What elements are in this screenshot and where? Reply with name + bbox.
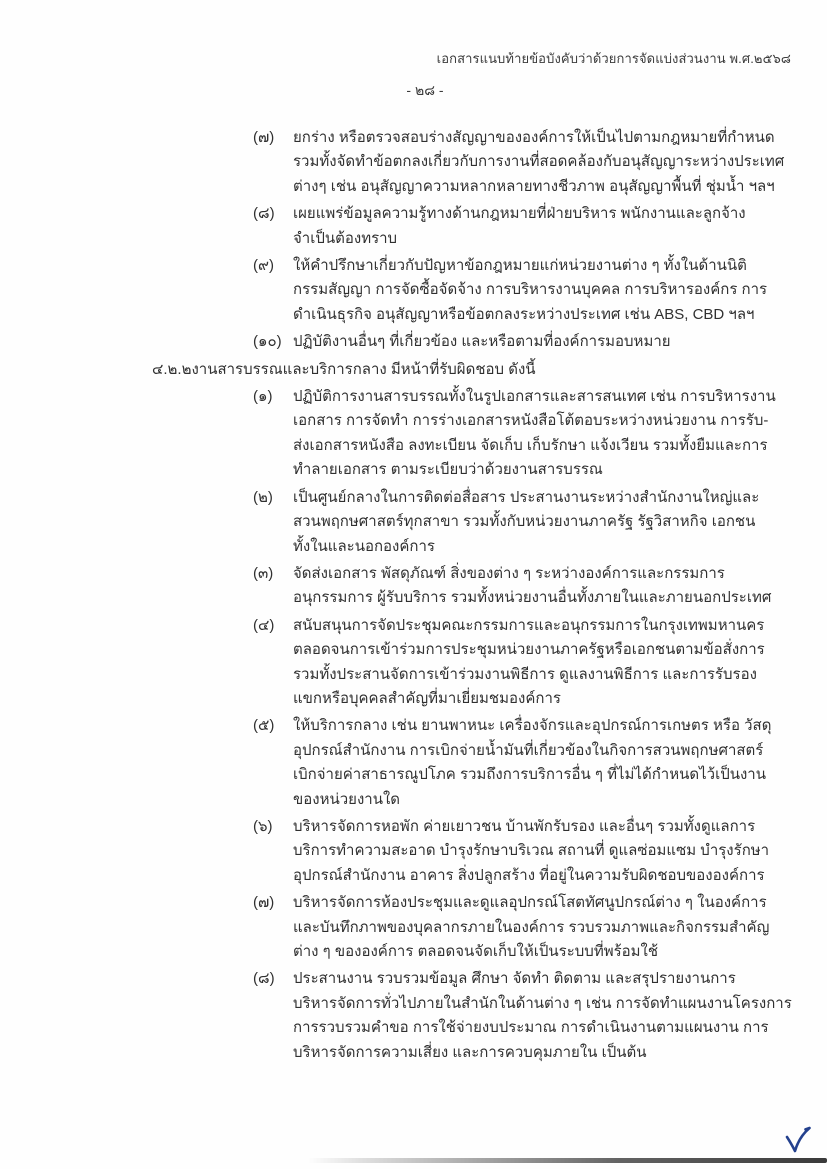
text-line: จัดส่งเอกสาร พัสดุภัณฑ์ สิ่งของต่าง ๆ ระหว่างองค์การและกรรมการ [293,564,725,582]
list-item [253,714,775,812]
text-line: ปฏิบัติการงานสารบรรณทั้งในรูปเอกสารและสารสนเทศ เช่น การบริหารงาน [293,388,776,406]
text-line: อุปกรณ์สำนักงาน อาคาร สิ่งปลูกสร้าง ที่อยู่ในความรับผิดชอบขององค์การ [293,866,765,884]
item-number: (๒) [253,488,273,506]
item-text [293,815,775,888]
text-line: เผยแพร่ข้อมูลความรู้ทางด้านกฎหมายที่ฝ่ายบริหาร พนักงานและลูกจ้าง [293,205,746,223]
checkmark-annotation-icon [783,1124,815,1156]
text-line: ให้คำปรึกษาเกี่ยวกับปัญหาข้อกฎหมายแก่หน่วยงานต่าง ๆ ทั้งในด้านนิติ [293,257,747,275]
text-line: ทั้งในและนอกองค์การ [293,537,435,555]
text-line: ต่าง ๆ ขององค์การ ตลอดจนจัดเก็บให้เป็นระบบที่พร้อมใช้ [293,943,659,960]
section-heading: ๔.๒.๒งานสารบรรณและบริการกลาง มีหน้าที่รับผิดชอบ ดังนี้ [152,360,536,378]
text-line: บริการทำความสะอาด บำรุงรักษาบริเวณ สถานที่ ดูแลซ่อมแซม บำรุงรักษา [293,842,770,860]
item-number: (๗) [253,129,275,146]
item-number: (๔) [253,616,275,634]
item-text [293,385,776,483]
list-item [253,486,775,559]
text-line: สนับสนุนการจัดประชุมคณะกรรมการและอนุกรรมการในกรุงเทพมหานคร [293,616,765,634]
text-line: บริหารจัดการความเสี่ยง และการควบคุมภายใน เป็นต้น [293,1043,647,1061]
item-text [293,486,775,559]
text-line: อนุกรรมการ ผู้รับบริการ รวมทั้งหน่วยงานอื่นทั้งภายในและภายนอกประเทศ [293,589,772,607]
item-text [293,126,784,199]
text-line: กรรมสัญญา การจัดซื้อจัดจ้าง การบริหารงานบุคคล การบริหารองค์กร การ [293,281,768,299]
item-number: (๑) [253,388,273,406]
item-number: (๗) [253,894,275,912]
item-text [293,891,775,964]
text-line: แขกหรือบุคคลสำคัญที่มาเยี่ยมชมองค์การ [293,689,561,707]
list-item [253,815,775,888]
text-line: ตลอดจนการเข้าร่วมการประชุมหน่วยงานภาครัฐหรือเอกชนตามข้อสั่งการ [293,641,765,659]
text-line: จำเป็นต้องทราบ [293,229,398,247]
item-text [293,614,775,712]
text-line: ทำลายเอกสาร ตามระเบียบว่าด้วยงานสารบรรณ [293,461,603,479]
item-number: (๖) [253,817,273,835]
item-text [293,714,775,812]
item-number: (๑๐) [253,333,282,351]
list-item [253,126,785,199]
item-text [293,254,775,327]
item-text [293,202,775,251]
text-line: อุปกรณ์สำนักงาน การเบิกจ่ายน้ำมันที่เกี่ยวข้องในกิจการสวนพฤกษศาสตร์ [293,741,764,759]
continued-items-list [0,126,827,355]
text-line: บริหารจัดการห้องประชุมและดูแลอุปกรณ์โสตทัศนูปกรณ์ต่าง ๆ ในองค์การ [293,894,767,912]
text-line: ยกร่าง หรือตรวจสอบร่างสัญญาขององค์การให้เป็นไปตามกฎหมายที่กำหนด [293,129,775,146]
text-line: รวมทั้งจัดทำข้อตกลงเกี่ยวกับการงานที่สอดคล้องกับอนุสัญญาระหว่างประเทศ [293,153,785,171]
text-line: บริหารจัดการทั่วไปภายในสำนักในด้านต่าง ๆ เช่น การจัดทำแผนงานโครงการ [293,994,792,1012]
text-line: ให้บริการกลาง เช่น ยานพาหนะ เครื่องจักรและอุปกรณ์การเกษตร หรือ วัสดุ [293,717,772,735]
text-line: ประสานงาน รวบรวมข้อมูล ศึกษา จัดทำ ติดตาม และสรุปรายงานการ [293,970,736,988]
list-item [253,891,775,964]
page-number: - ๒๘ - [406,82,444,98]
header-note: เอกสารแนบท้ายข้อบังคับว่าด้วยการจัดแบ่งส่วนงาน พ.ศ.๒๕๖๘ [436,51,791,66]
item-text [293,967,792,1065]
text-line: บริหารจัดการหอพัก ค่ายเยาวชน บ้านพักรับรอง และอื่นๆ รวมทั้งดูแลการ [293,817,756,835]
text-line: ของหน่วยงานใด [293,790,401,808]
text-line: และบันทึกภาพของบุคลากรภายในองค์การ รวบรวมภาพและกิจกรรมสำคัญ [293,918,770,936]
section-items-list [0,385,827,1065]
scan-edge-artifact [308,1158,827,1163]
list-item [253,385,775,483]
list-item [253,330,775,354]
list-item [253,562,775,611]
item-text [293,330,775,354]
text-line: ต่างๆ เช่น อนุสัญญาความหลากหลายทางชีวภาพ อนุสัญญาพื้นที่ ชุ่มน้ำ ฯลฯ [293,177,775,195]
text-line: การรวบรวมคำขอ การใช้จ่ายงบประมาณ การดำเนินงานตามแผนงาน การ [293,1019,769,1037]
document-body [0,126,827,1068]
text-line: ดำเนินธุรกิจ อนุสัญญาหรือข้อตกลงระหว่างประเทศ เช่น ABS, CBD ฯลฯ [293,305,755,323]
text-line: เป็นศูนย์กลางในการติดต่อสื่อสาร ประสานงานระหว่างสำนักงานใหญ่และ [293,488,760,506]
list-item [253,202,775,251]
item-number: (๘) [253,970,275,988]
text-line: รวมทั้งประสานจัดการเข้าร่วมงานพิธีการ ดูแลงานพิธีการ และการรับรอง [293,665,757,683]
text-line: ปฏิบัติงานอื่นๆ ที่เกี่ยวข้อง และหรือตามที่องค์การมอบหมาย [293,333,671,351]
item-text [293,562,775,611]
text-line: ส่งเอกสารหนังสือ ลงทะเบียน จัดเก็บ เก็บรักษา แจ้งเวียน รวมทั้งยืมและการ [293,436,768,454]
list-item [253,967,792,1065]
text-line: เอกสาร การจัดทำ การร่างเอกสารหนังสือโต้ตอบระหว่างหน่วยงาน การรับ- [293,412,769,430]
item-number: (๘) [253,205,275,223]
item-number: (๙) [253,257,274,275]
text-line: สวนพฤกษศาสตร์ทุกสาขา รวมทั้งกับหน่วยงานภาครัฐ รัฐวิสาหกิจ เอกชน [293,513,756,531]
list-item [253,254,775,327]
list-item [253,614,775,712]
checkmark-stroke [787,1128,810,1151]
text-line: เบิกจ่ายค่าสาธารณูปโภค รวมถึงการบริการอื่น ๆ ที่ไม่ได้กำหนดไว้เป็นงาน [293,766,766,784]
item-number: (๓) [253,564,274,582]
item-number: (๕) [253,717,275,735]
